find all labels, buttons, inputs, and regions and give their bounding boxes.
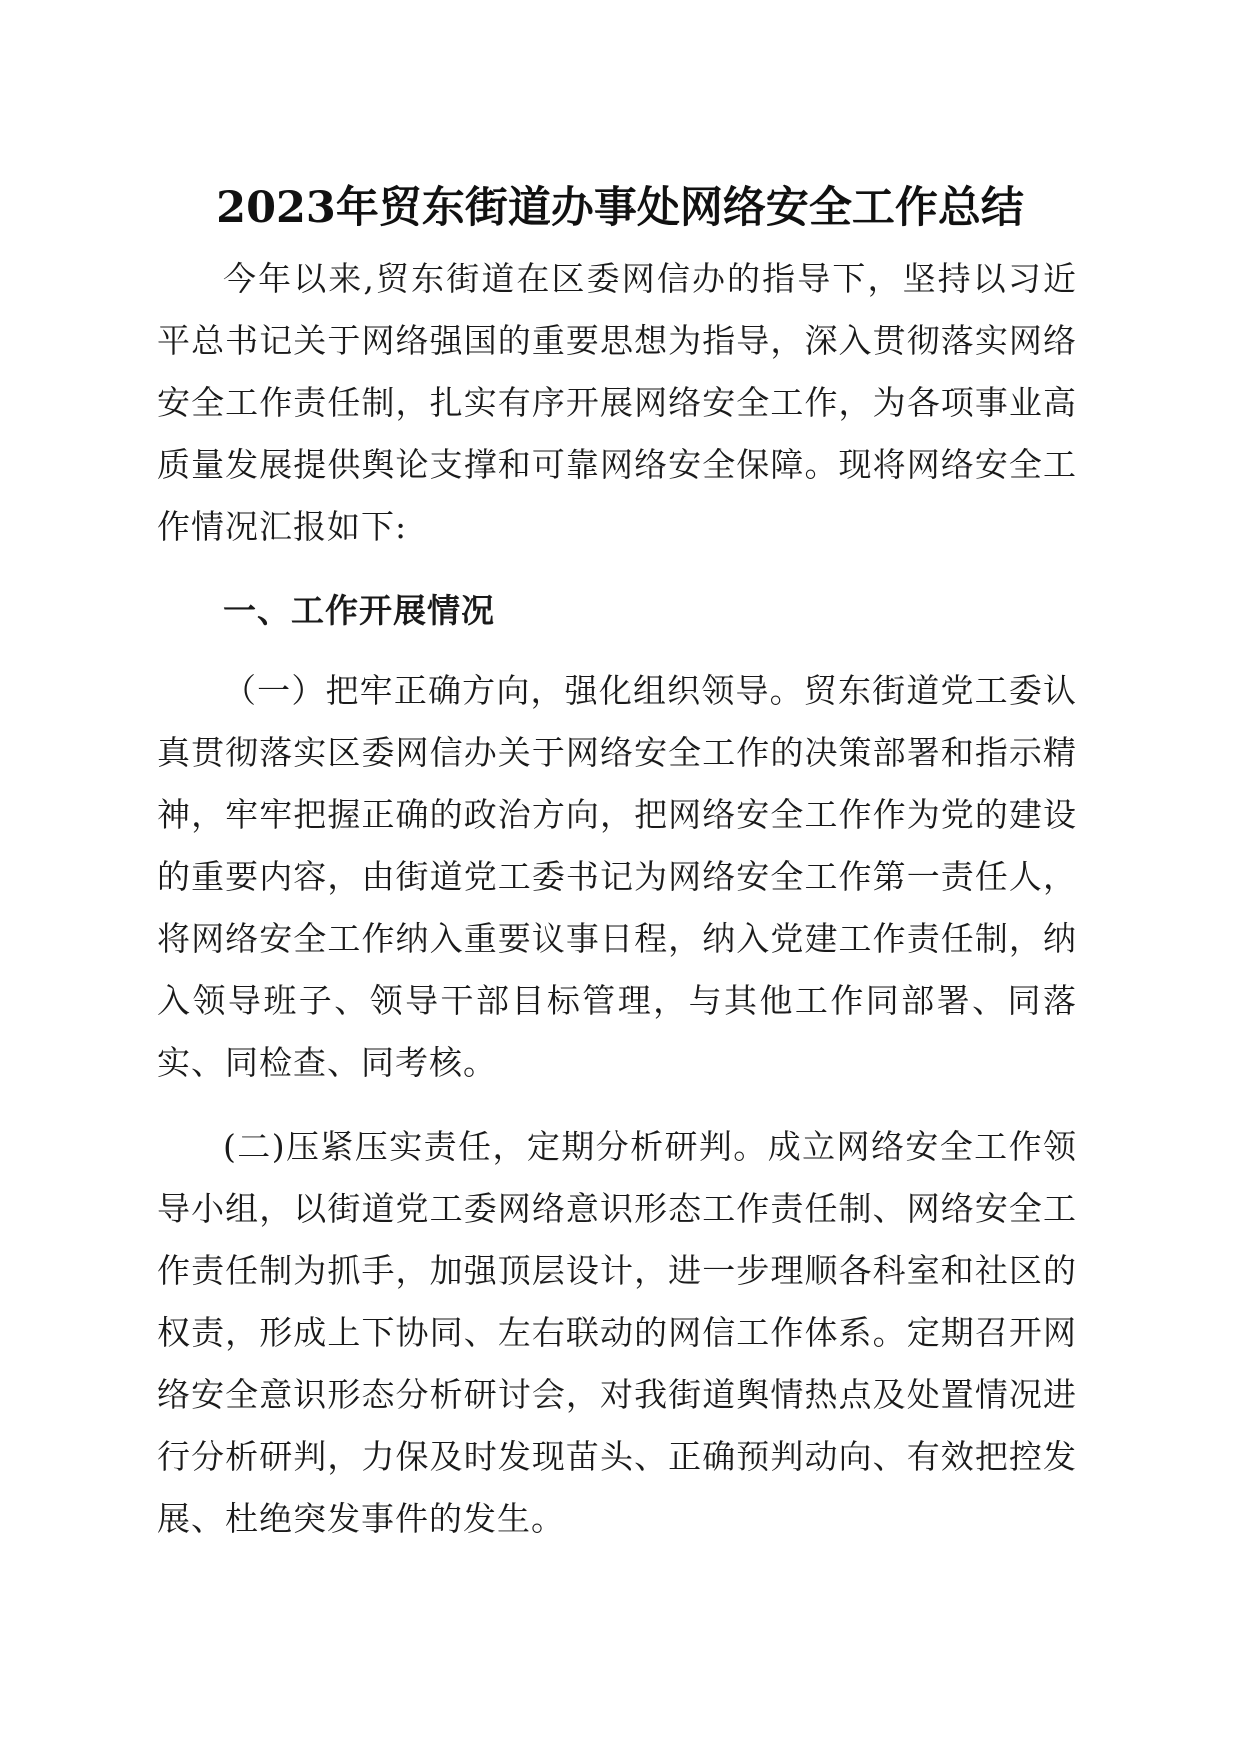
body-paragraph-1: （一）把牢正确方向，强化组织领导。贸东街道党工委认真贯彻落实区委网信办关于网络安全工作的决策部署和指示精神，牢牢把握正确的政治方向，把网络安全工作作为党的建设的重要内容，由街道党工委书记为网络安全工作第一责任人，将网络安全工作纳入重要议事日程，纳入党建工作责任制，纳入领导班子、领导干部目标管理，与其他工作同部署、同落实、同检查、同考核。 (157, 671, 1077, 1082)
section-heading: 一、工作开展情况 (223, 591, 495, 630)
document-title: 2023年贸东街道办事处网络安全工作总结 (216, 183, 1024, 233)
intro-paragraph: 今年以来,贸东街道在区委网信办的指导下，坚持以习近平总书记关于网络强国的重要思想为指导，深入贯彻落实网络安全工作责任制，扎实有序开展网络安全工作，为各项事业高质量发展提供舆论支撑和可靠网络安全保障。现将网络安全工作情况汇报如下: (157, 259, 1077, 546)
document-body (157, 248, 1077, 1572)
body-paragraph-2: (二)压紧压实责任，定期分析研判。成立网络安全工作领导小组，以街道党工委网络意识形态工作责任制、网络安全工作责任制为抓手，加强顶层设计，进一步理顺各科室和社区的权责，形成上下协同、左右联动的网信工作体系。定期召开网络安全意识形态分析研讨会，对我街道舆情热点及处置情况进行分析研判，力保及时发现苗头、正确预判动向、有效把控发展、杜绝突发事件的发生。 (157, 1127, 1077, 1538)
